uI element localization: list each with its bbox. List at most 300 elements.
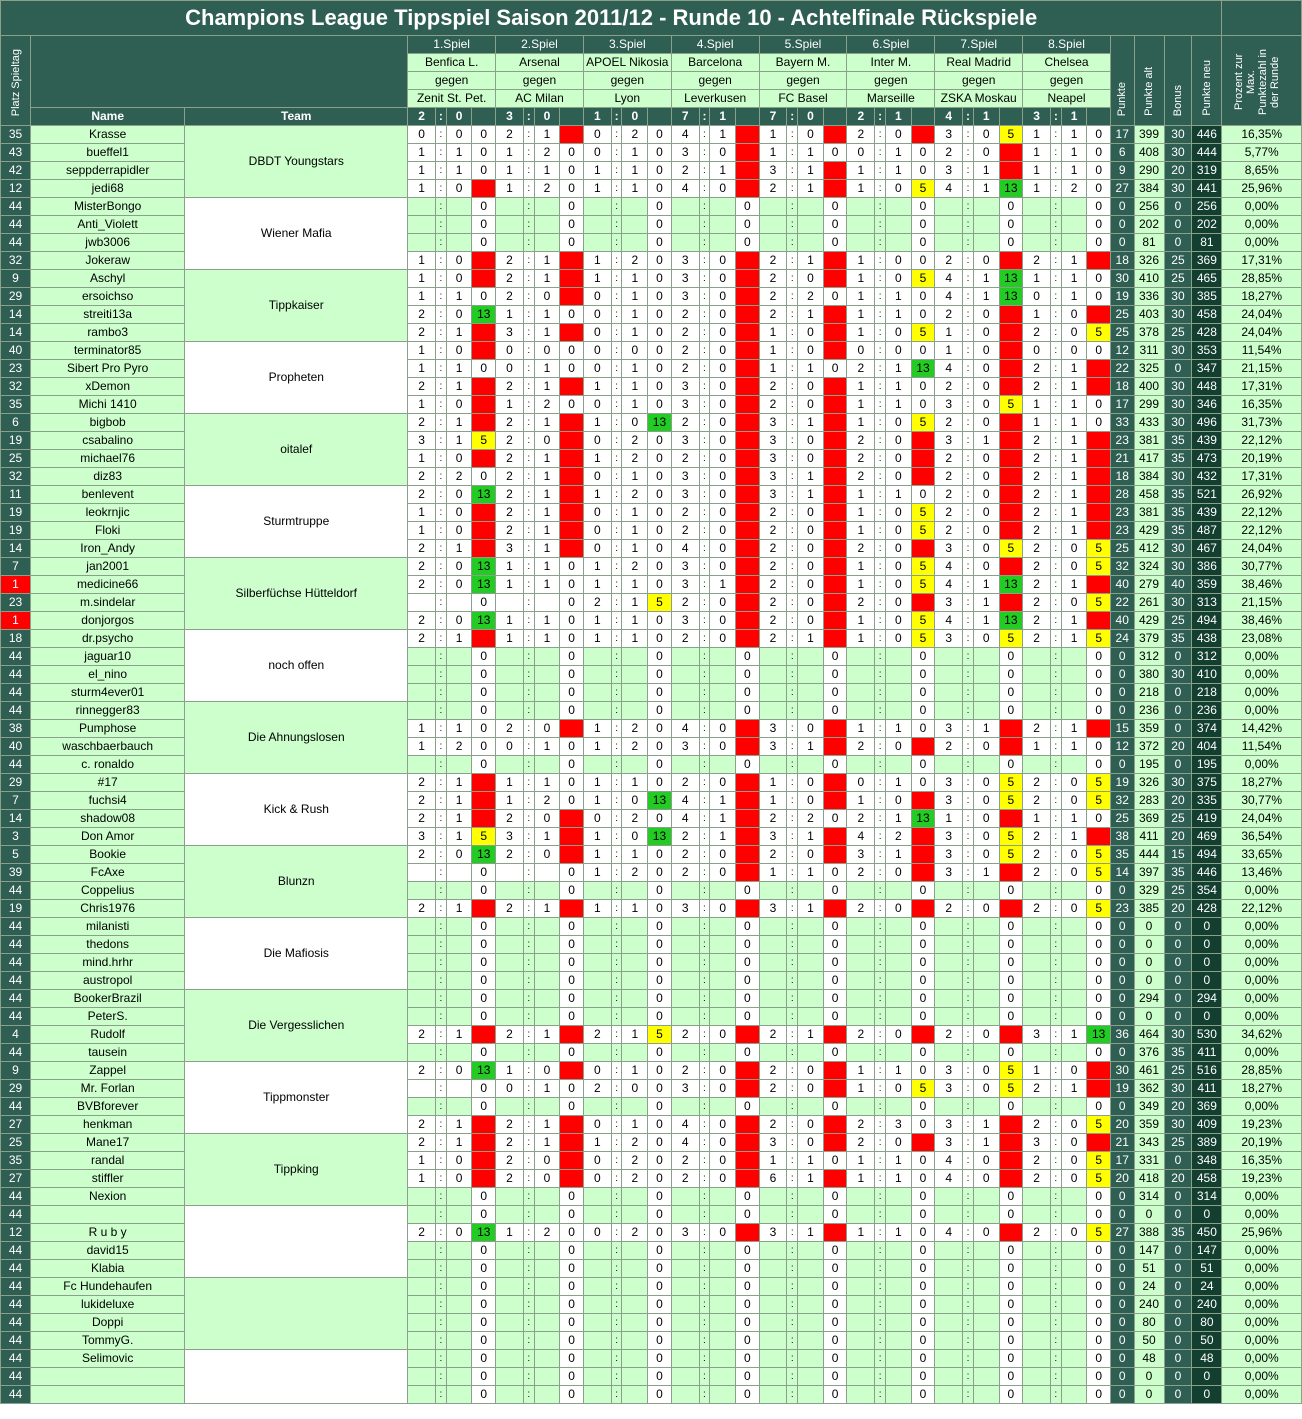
tip-points: 3 <box>560 1116 584 1134</box>
tip-colon: : <box>699 162 710 180</box>
tip-home <box>1023 1044 1051 1062</box>
tip-away: 0 <box>710 1116 736 1134</box>
tip-home <box>583 1368 611 1386</box>
tip-home <box>847 1008 875 1026</box>
tip-points: 0 <box>472 1242 496 1260</box>
tip-points: 0 <box>648 1044 672 1062</box>
tip-home <box>759 1098 787 1116</box>
tip-home: 1 <box>1023 162 1051 180</box>
team-name <box>185 1206 408 1278</box>
tip-colon: : <box>699 900 710 918</box>
tip-colon: : <box>875 324 886 342</box>
tip-away: 0 <box>710 144 736 162</box>
tip-home: 2 <box>496 846 524 864</box>
tip-colon: : <box>1050 558 1061 576</box>
tip-home <box>408 1260 436 1278</box>
tip-away: 0 <box>973 558 999 576</box>
tip-away: 1 <box>1061 738 1087 756</box>
tip-home: 2 <box>1023 774 1051 792</box>
tip-colon: : <box>1050 1152 1061 1170</box>
tip-home: 2 <box>759 1026 787 1044</box>
tip-home: 2 <box>935 486 963 504</box>
tip-away: 0 <box>798 594 824 612</box>
tip-away: 1 <box>622 162 648 180</box>
tip-points: 3 <box>472 396 496 414</box>
tip-colon: : <box>787 972 798 990</box>
tip-points: 3 <box>472 450 496 468</box>
tip-away: 0 <box>973 414 999 432</box>
tip-colon: : <box>436 414 447 432</box>
tip-points: 13 <box>648 828 672 846</box>
punkte-alt-value: 331 <box>1134 1152 1164 1170</box>
player-name: medicine66 <box>31 576 185 594</box>
tip-points: 13 <box>472 558 496 576</box>
tip-away: 0 <box>710 594 736 612</box>
tip-home: 2 <box>408 630 436 648</box>
tip-points: 3 <box>823 540 847 558</box>
tip-away: 0 <box>710 486 736 504</box>
tip-colon: : <box>875 864 886 882</box>
tip-points: 5 <box>1087 540 1111 558</box>
tip-home <box>671 1296 699 1314</box>
tip-home: 2 <box>496 1116 524 1134</box>
result-home-3: 1 <box>583 108 611 126</box>
tip-colon: : <box>436 378 447 396</box>
tip-points: 3 <box>736 468 760 486</box>
tip-home <box>496 684 524 702</box>
tip-points: 3 <box>560 504 584 522</box>
result-colon: : <box>611 108 622 126</box>
tip-away <box>710 684 736 702</box>
tip-colon: : <box>699 522 710 540</box>
punkte-value: 0 <box>1110 648 1134 666</box>
tip-home: 1 <box>496 558 524 576</box>
tip-home: 2 <box>935 450 963 468</box>
tip-away <box>1061 990 1087 1008</box>
tip-home <box>583 1350 611 1368</box>
tip-home <box>935 990 963 1008</box>
punkte-value: 19 <box>1110 288 1134 306</box>
tip-points: 0 <box>823 1152 847 1170</box>
tip-away <box>973 1206 999 1224</box>
tip-points: 0 <box>1087 1206 1111 1224</box>
tip-colon: : <box>699 1170 710 1188</box>
tip-points: 0 <box>560 1278 584 1296</box>
tip-home: 2 <box>408 378 436 396</box>
tip-colon: : <box>1050 198 1061 216</box>
tip-home: 3 <box>671 270 699 288</box>
tip-colon: : <box>963 180 974 198</box>
tip-away: 0 <box>973 468 999 486</box>
tip-home <box>935 1008 963 1026</box>
tip-away: 0 <box>710 1152 736 1170</box>
tip-points: 0 <box>911 1296 935 1314</box>
tip-colon: : <box>875 882 886 900</box>
tip-colon: : <box>963 630 974 648</box>
tip-home <box>671 1386 699 1404</box>
tip-away <box>446 702 472 720</box>
tip-points: 3 <box>1087 378 1111 396</box>
tip-home: 0 <box>583 324 611 342</box>
tip-colon: : <box>875 306 886 324</box>
tip-away: 0 <box>798 792 824 810</box>
tip-colon: : <box>523 486 534 504</box>
game-away-3: Lyon <box>583 90 671 108</box>
tip-home: 3 <box>935 846 963 864</box>
player-rank: 3 <box>1 828 31 846</box>
tip-points: 3 <box>472 270 496 288</box>
game-label-5: 5.Spiel <box>759 36 847 54</box>
tip-colon: : <box>787 1278 798 1296</box>
tip-points: 3 <box>736 540 760 558</box>
tip-points: 0 <box>911 342 935 360</box>
punkte-alt-value: 359 <box>1134 720 1164 738</box>
prozent-value: 0,00% <box>1222 1242 1302 1260</box>
tip-away: 0 <box>710 522 736 540</box>
tip-away: 0 <box>446 252 472 270</box>
bonus-value: 35 <box>1164 864 1192 882</box>
tip-home <box>759 954 787 972</box>
tip-away: 1 <box>798 1026 824 1044</box>
tip-away: 1 <box>1061 468 1087 486</box>
punkte-neu-value: 0 <box>1192 972 1222 990</box>
punkte-value: 0 <box>1110 990 1134 1008</box>
tip-home: 2 <box>496 252 524 270</box>
tip-points: 0 <box>823 954 847 972</box>
game-gegen-2: gegen <box>496 72 584 90</box>
tip-colon: : <box>699 1260 710 1278</box>
tip-colon: : <box>523 846 534 864</box>
tip-away <box>973 1386 999 1404</box>
tip-colon: : <box>699 774 710 792</box>
tip-colon: : <box>699 378 710 396</box>
tip-points: 0 <box>999 1242 1023 1260</box>
tip-home: 3 <box>671 288 699 306</box>
tip-points: 3 <box>472 1116 496 1134</box>
name-header: Name <box>31 108 185 126</box>
tip-colon: : <box>1050 288 1061 306</box>
bonus-value: 0 <box>1164 1152 1192 1170</box>
bonus-value: 25 <box>1164 1062 1192 1080</box>
tip-points: 0 <box>911 1044 935 1062</box>
tip-colon: : <box>699 972 710 990</box>
tip-home: 1 <box>935 810 963 828</box>
tip-points: 0 <box>472 1008 496 1026</box>
tip-colon: : <box>963 684 974 702</box>
tip-home: 1 <box>847 1062 875 1080</box>
tip-colon: : <box>963 522 974 540</box>
punkte-alt-value: 384 <box>1134 468 1164 486</box>
prozent-value: 0,00% <box>1222 954 1302 972</box>
tip-colon: : <box>875 1332 886 1350</box>
tip-points: 0 <box>736 216 760 234</box>
player-name: Rudolf <box>31 1026 185 1044</box>
tip-home <box>935 198 963 216</box>
tip-home <box>935 1044 963 1062</box>
tip-points: 3 <box>736 594 760 612</box>
tip-away <box>534 1386 560 1404</box>
table-row <box>1 1134 1302 1152</box>
tip-away <box>710 918 736 936</box>
tip-points: 5 <box>1087 1152 1111 1170</box>
tip-away: 0 <box>710 1080 736 1098</box>
tip-home: 3 <box>671 558 699 576</box>
tip-points: 0 <box>560 990 584 1008</box>
tip-colon: : <box>963 990 974 1008</box>
punkte-alt-value: 0 <box>1134 918 1164 936</box>
tip-colon: : <box>611 936 622 954</box>
tip-home: 0 <box>496 360 524 378</box>
tip-home <box>583 1314 611 1332</box>
tip-away <box>446 1386 472 1404</box>
tip-away <box>798 666 824 684</box>
player-name: jan2001 <box>31 558 185 576</box>
tip-colon: : <box>963 738 974 756</box>
prozent-value: 0,00% <box>1222 702 1302 720</box>
tip-away: 0 <box>710 630 736 648</box>
tip-colon: : <box>963 792 974 810</box>
tip-points: 0 <box>1087 216 1111 234</box>
game-away-8: Neapel <box>1023 90 1111 108</box>
tip-home <box>935 1098 963 1116</box>
tip-colon: : <box>611 612 622 630</box>
tip-colon: : <box>1050 540 1061 558</box>
tip-away <box>1061 1296 1087 1314</box>
tip-away <box>622 882 648 900</box>
tip-home: 1 <box>408 288 436 306</box>
tip-home: 2 <box>671 1152 699 1170</box>
tip-away: 0 <box>710 378 736 396</box>
table-row <box>1 774 1302 792</box>
tip-points: 0 <box>911 378 935 396</box>
tip-colon: : <box>523 252 534 270</box>
tip-points: 0 <box>823 684 847 702</box>
punkte-neu-value: 50 <box>1192 1332 1222 1350</box>
tip-colon: : <box>523 558 534 576</box>
bonus-value: 20 <box>1164 828 1192 846</box>
tip-colon: : <box>787 828 798 846</box>
tip-points: 5 <box>1087 900 1111 918</box>
bonus-value: 20 <box>1164 1170 1192 1188</box>
tip-away: 0 <box>973 540 999 558</box>
team-name <box>185 1350 408 1404</box>
bonus-value: 20 <box>1164 738 1192 756</box>
game-away-7: ZSKA Moskau <box>935 90 1023 108</box>
player-name: Floki <box>31 522 185 540</box>
tip-away: 0 <box>885 576 911 594</box>
tip-away: 0 <box>973 450 999 468</box>
tip-colon: : <box>523 972 534 990</box>
tip-away <box>622 954 648 972</box>
tip-points: 0 <box>560 1080 584 1098</box>
tip-colon: : <box>1050 504 1061 522</box>
tip-away <box>1061 234 1087 252</box>
tip-home <box>847 216 875 234</box>
tip-home <box>1023 216 1051 234</box>
tip-home: 2 <box>1023 720 1051 738</box>
team-name: Sturmtruppe <box>185 486 408 558</box>
tip-away <box>885 918 911 936</box>
tip-colon: : <box>523 1368 534 1386</box>
tip-home: 2 <box>496 810 524 828</box>
tip-home: 2 <box>496 1170 524 1188</box>
team-name: Die Vergesslichen <box>185 990 408 1062</box>
tip-colon: : <box>787 594 798 612</box>
tip-colon: : <box>436 810 447 828</box>
tip-away: 0 <box>710 612 736 630</box>
tip-home: 2 <box>583 1026 611 1044</box>
punkte-neu-value: 438 <box>1192 630 1222 648</box>
tip-away <box>973 972 999 990</box>
tip-colon: : <box>611 144 622 162</box>
tip-home: 2 <box>671 630 699 648</box>
tip-away <box>885 1278 911 1296</box>
bonus-label: Bonus <box>1171 84 1184 116</box>
bonus-value: 0 <box>1164 234 1192 252</box>
player-name: jwb3006 <box>31 234 185 252</box>
tip-home <box>935 702 963 720</box>
tip-away: 0 <box>534 810 560 828</box>
tip-points: 0 <box>648 252 672 270</box>
tip-points: 3 <box>1087 306 1111 324</box>
tip-colon: : <box>611 918 622 936</box>
tip-colon: : <box>523 1134 534 1152</box>
tip-home <box>1023 954 1051 972</box>
tip-colon: : <box>523 1062 534 1080</box>
tip-home <box>847 198 875 216</box>
bonus-value: 30 <box>1164 558 1192 576</box>
punkte-alt-value: 399 <box>1134 126 1164 144</box>
tip-home <box>847 882 875 900</box>
tip-colon: : <box>963 1278 974 1296</box>
tip-colon: : <box>787 882 798 900</box>
tip-home <box>496 234 524 252</box>
tip-points: 3 <box>736 432 760 450</box>
punkte-neu-value: 441 <box>1192 180 1222 198</box>
prozent-value: 28,85% <box>1222 1062 1302 1080</box>
tip-away: 0 <box>798 270 824 288</box>
tip-colon: : <box>875 540 886 558</box>
tip-away <box>885 684 911 702</box>
tip-points: 0 <box>823 882 847 900</box>
tip-colon: : <box>523 1008 534 1026</box>
tip-home: 1 <box>408 720 436 738</box>
tip-away: 1 <box>534 450 560 468</box>
tip-points: 0 <box>1087 882 1111 900</box>
tip-away <box>1061 1098 1087 1116</box>
tip-colon: : <box>787 1080 798 1098</box>
tip-away <box>534 1098 560 1116</box>
tip-away: 1 <box>622 576 648 594</box>
tip-home <box>847 1044 875 1062</box>
tip-home: 4 <box>935 1170 963 1188</box>
tip-away <box>534 1188 560 1206</box>
tip-home <box>671 1242 699 1260</box>
tip-points: 0 <box>560 396 584 414</box>
tip-colon: : <box>699 936 710 954</box>
tip-points: 0 <box>472 360 496 378</box>
bonus-value: 0 <box>1164 1332 1192 1350</box>
tip-away: 1 <box>1061 396 1087 414</box>
tip-colon: : <box>875 918 886 936</box>
player-name: c. ronaldo <box>31 756 185 774</box>
tip-home <box>583 1242 611 1260</box>
tip-home: 1 <box>759 324 787 342</box>
tip-points: 5 <box>1087 1224 1111 1242</box>
tip-home: 3 <box>496 828 524 846</box>
tip-points: 3 <box>736 810 760 828</box>
tip-away <box>1061 1260 1087 1278</box>
tip-home: 2 <box>935 306 963 324</box>
punkte-value: 0 <box>1110 972 1134 990</box>
punkte-value: 20 <box>1110 1116 1134 1134</box>
tip-points: 0 <box>648 378 672 396</box>
punkte-value: 6 <box>1110 144 1134 162</box>
tip-colon: : <box>787 126 798 144</box>
tip-points: 3 <box>560 270 584 288</box>
tip-home <box>408 954 436 972</box>
tip-points: 13 <box>472 486 496 504</box>
tip-away <box>622 756 648 774</box>
tip-colon: : <box>1050 252 1061 270</box>
tip-away: 1 <box>534 306 560 324</box>
tip-home <box>408 1008 436 1026</box>
prozent-value: 18,27% <box>1222 288 1302 306</box>
tip-points: 3 <box>472 378 496 396</box>
header-blank <box>31 36 408 108</box>
tip-away: 0 <box>446 522 472 540</box>
tip-home: 1 <box>496 1224 524 1242</box>
tip-away <box>710 198 736 216</box>
tip-points: 0 <box>472 1098 496 1116</box>
punkte-value: 0 <box>1110 1386 1134 1404</box>
result-pts-blank <box>560 108 584 126</box>
tip-points: 0 <box>648 144 672 162</box>
punkte-alt-value: 325 <box>1134 360 1164 378</box>
punkte-alt-value: 294 <box>1134 990 1164 1008</box>
tip-colon: : <box>436 558 447 576</box>
tip-home: 1 <box>847 576 875 594</box>
punkte-alt-value: 397 <box>1134 864 1164 882</box>
tip-home: 0 <box>583 306 611 324</box>
tip-points: 3 <box>472 324 496 342</box>
prozent-value: 0,00% <box>1222 936 1302 954</box>
tip-points: 3 <box>823 378 847 396</box>
tip-home: 3 <box>759 1224 787 1242</box>
tip-points: 0 <box>1087 936 1111 954</box>
tip-away <box>710 1260 736 1278</box>
game-label-1: 1.Spiel <box>408 36 496 54</box>
tip-points: 0 <box>999 954 1023 972</box>
tip-home: 3 <box>408 828 436 846</box>
tip-home <box>847 1332 875 1350</box>
tip-home: 3 <box>935 828 963 846</box>
player-rank: 44 <box>1 1188 31 1206</box>
prozent-value: 18,27% <box>1222 1080 1302 1098</box>
tip-points: 0 <box>736 1314 760 1332</box>
tip-colon: : <box>1050 144 1061 162</box>
tip-colon: : <box>611 738 622 756</box>
table-row <box>1 1350 1302 1368</box>
tip-colon: : <box>787 846 798 864</box>
punkte-alt-value: 218 <box>1134 684 1164 702</box>
tip-points: 0 <box>648 1224 672 1242</box>
tip-away <box>710 1278 736 1296</box>
tip-points: 3 <box>736 378 760 396</box>
tip-away <box>885 216 911 234</box>
tip-away <box>534 198 560 216</box>
tip-points: 3 <box>736 396 760 414</box>
